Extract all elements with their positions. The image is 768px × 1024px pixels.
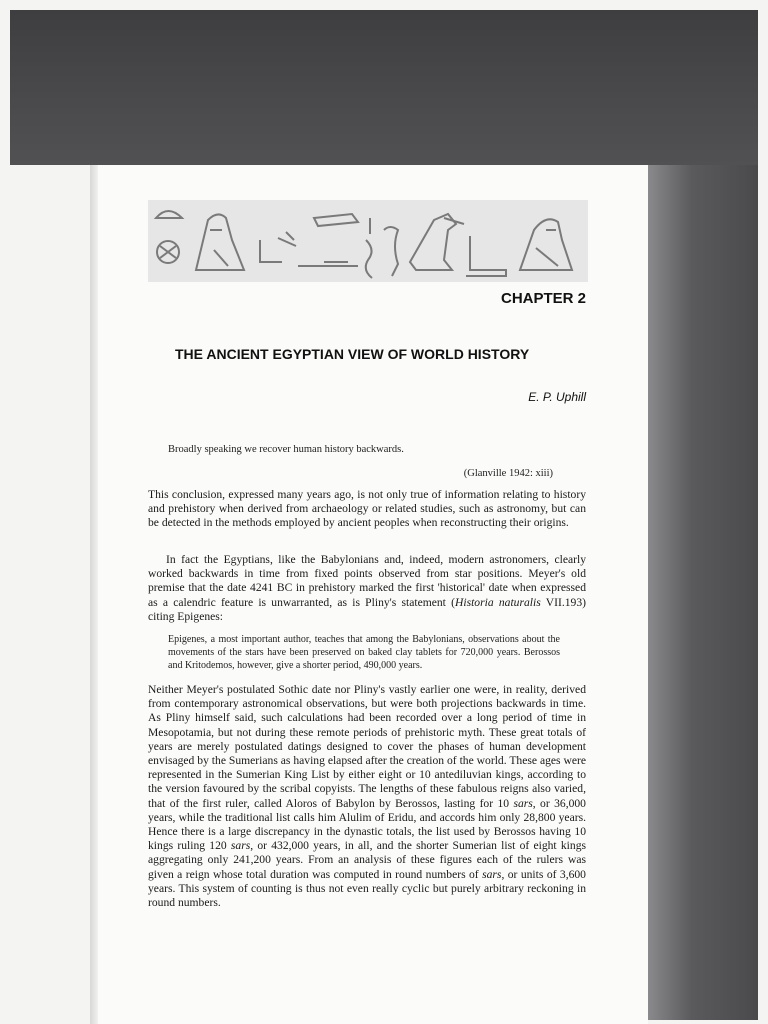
paragraph-3-text-c: , or 432,000 years, in all, and the shorter Sumerian list of eight kings aggregating only 241,200 years. From an analysis of these figures each of the rulers was given a reign whose total duration was computed in round numbers of bbox=[148, 839, 587, 881]
paragraph-2 bbox=[148, 553, 586, 624]
paragraph-3-text-a: Neither Meyer's postulated Sothic date nor Pliny's vastly earlier one were, in reality, derived from contemporary astronomical observations, but were both projections backwards in time. As Pliny himself said, such calculations had been recorded over a long period of time in Mesopotamia, but not during these remote periods of prehistoric myth. These great totals of years are merely postulated datings designed to cover the phases of human development envisaged by the Sumerians as having elapsed after the creation of the world. These ages were represented in the Sumerian King List by either eight or 10 antediluvian kings, according to the version favoured by the scribal copyists. The lengths of these fabulous reigns also varied, that of the first ruler, called Aloros of Babylon by Berossos, lasting for 10 bbox=[148, 683, 586, 810]
epigraph-text: Broadly speaking we recover human history backwards. bbox=[168, 444, 404, 455]
scan-dark-right-border bbox=[648, 165, 758, 1020]
chapter-author: E. P. Uphill bbox=[528, 390, 586, 404]
hieroglyph-header-image bbox=[148, 200, 588, 282]
hieroglyphs-icon bbox=[148, 200, 588, 282]
block-quote: Epigenes, a most important author, teaches that among the Babylonians, observations about the movements of the stars have been preserved on baked clay tablets for 720,000 years. Berossos and Kritodemos, however, give a shorter period, 490,000 years. bbox=[168, 634, 560, 671]
paragraph-3-italic-3: sars bbox=[482, 867, 502, 881]
paragraph-2-text-b: VII.193) citing Epigenes: bbox=[148, 595, 586, 623]
paragraph-2-italic: Historia naturalis bbox=[454, 595, 541, 609]
chapter-number: CHAPTER 2 bbox=[500, 290, 586, 307]
paragraph-3-text-b: , or 36,000 years, while the traditional list calls him Alulim of Eridu, and accords him only 28,800 years. Hence there is a large discrepancy in the dynastic totals, the list used by Berossos having 10 kings ruling 120 bbox=[148, 796, 586, 853]
paragraph-3-italic-2: sars bbox=[230, 839, 251, 853]
paragraph-2-text-a: In fact the Egyptians, like the Babylonians and, indeed, modern astronomers, clearly worked backwards in time from fixed points observed from star positions. Meyer's old premise that the date 4241 BC in prehistory marked the first 'historical' date when expressed as a calendric feature is unwarranted, as is Pliny's statement ( bbox=[148, 553, 586, 609]
paragraph-3-italic-1: sars bbox=[513, 796, 533, 810]
paragraph-3-text-d: , or units of 3,600 years. This system of counting is thus not even really cyclic but purely arbitrary reckoning in round numbers. bbox=[148, 867, 586, 910]
epigraph-citation: (Glanville 1942: xiii) bbox=[463, 468, 553, 479]
paragraph-3 bbox=[148, 683, 586, 910]
scan-dark-top-border bbox=[10, 10, 758, 165]
chapter-title: THE ANCIENT EGYPTIAN VIEW OF WORLD HISTORY bbox=[175, 346, 530, 362]
paragraph-1 bbox=[148, 488, 586, 531]
paragraph-1-text: This conclusion, expressed many years ago, is not only true of information relating to history and prehistory when derived from archaeology or related studies, such as astronomy, but can be detected in the methods employed by ancient peoples when reconstructing their origins. bbox=[148, 488, 586, 530]
